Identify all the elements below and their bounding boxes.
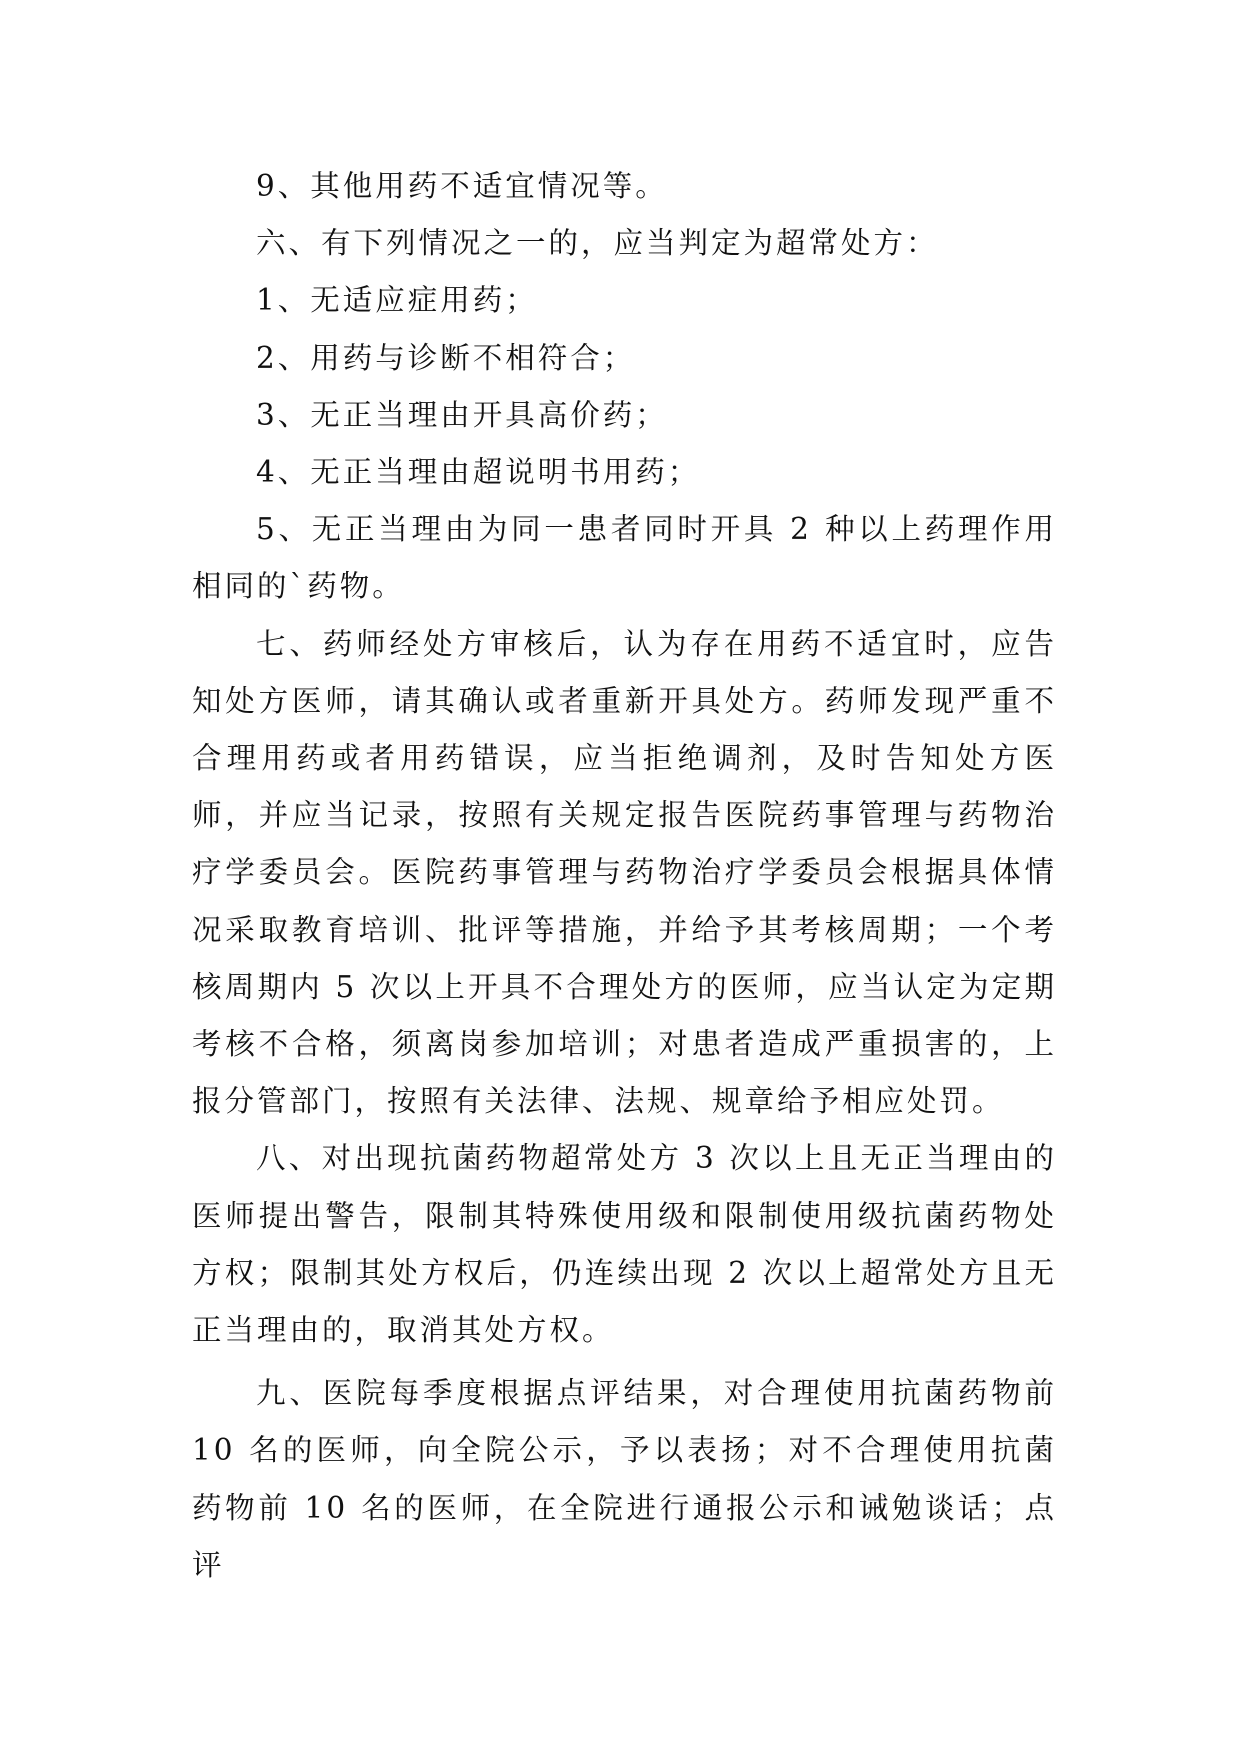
paragraph-item-1: 1、无适应症用药；	[256, 283, 538, 318]
document-body	[192, 158, 1057, 1594]
paragraph-item-9: 9、其他用药不适宜情况等。	[256, 169, 668, 203]
paragraph-item-4: 4、无正当理由超说明书用药；	[256, 455, 701, 490]
paragraph-item-5: 5、无正当理由为同一患者同时开具 2 种以上药理作用相同的`药物。	[192, 512, 1057, 604]
paragraph-section-7: 七、药师经处方审核后，认为存在用药不适宜时，应告知处方医师，请其确认或者重新开具处方。药师发现严重不合理用药或者用药错误，应当拒绝调剂，及时告知处方医师，并应当记录，按照有关规定报告医院药事管理与药物治疗学委员会。医院药事管理与药物治疗学委员会根据具体情况采取教育培训、批评等措施，并给予其考核周期；一个考核周期内 5 次以上开具不合理处方的医师，应当认定为定期考核不合格，须离岗参加培训；对患者造成严重损害的，上报分管部门，按照有关法律、法规、规章给予相应处罚。	[192, 626, 1057, 1119]
paragraph-item-2: 2、用药与诊断不相符合；	[256, 340, 636, 375]
paragraph-section-6-heading: 六、有下列情况之一的，应当判定为超常处方：	[256, 226, 939, 261]
paragraph-section-8: 八、对出现抗菌药物超常处方 3 次以上且无正当理由的医师提出警告，限制其特殊使用级和限制使用级抗菌药物处方权；限制其处方权后，仍连续出现 2 次以上超常处方且无正当理由的，取消其处方权。	[192, 1141, 1057, 1348]
paragraph-section-9: 九、医院每季度根据点评结果，对合理使用抗菌药物前 10 名的医师，向全院公示，予以表扬；对不合理使用抗菌药物前 10 名的医师，在全院进行通报公示和诫勉谈话；点评	[192, 1376, 1057, 1582]
paragraph-item-3: 3、无正当理由开具高价药；	[256, 397, 668, 432]
